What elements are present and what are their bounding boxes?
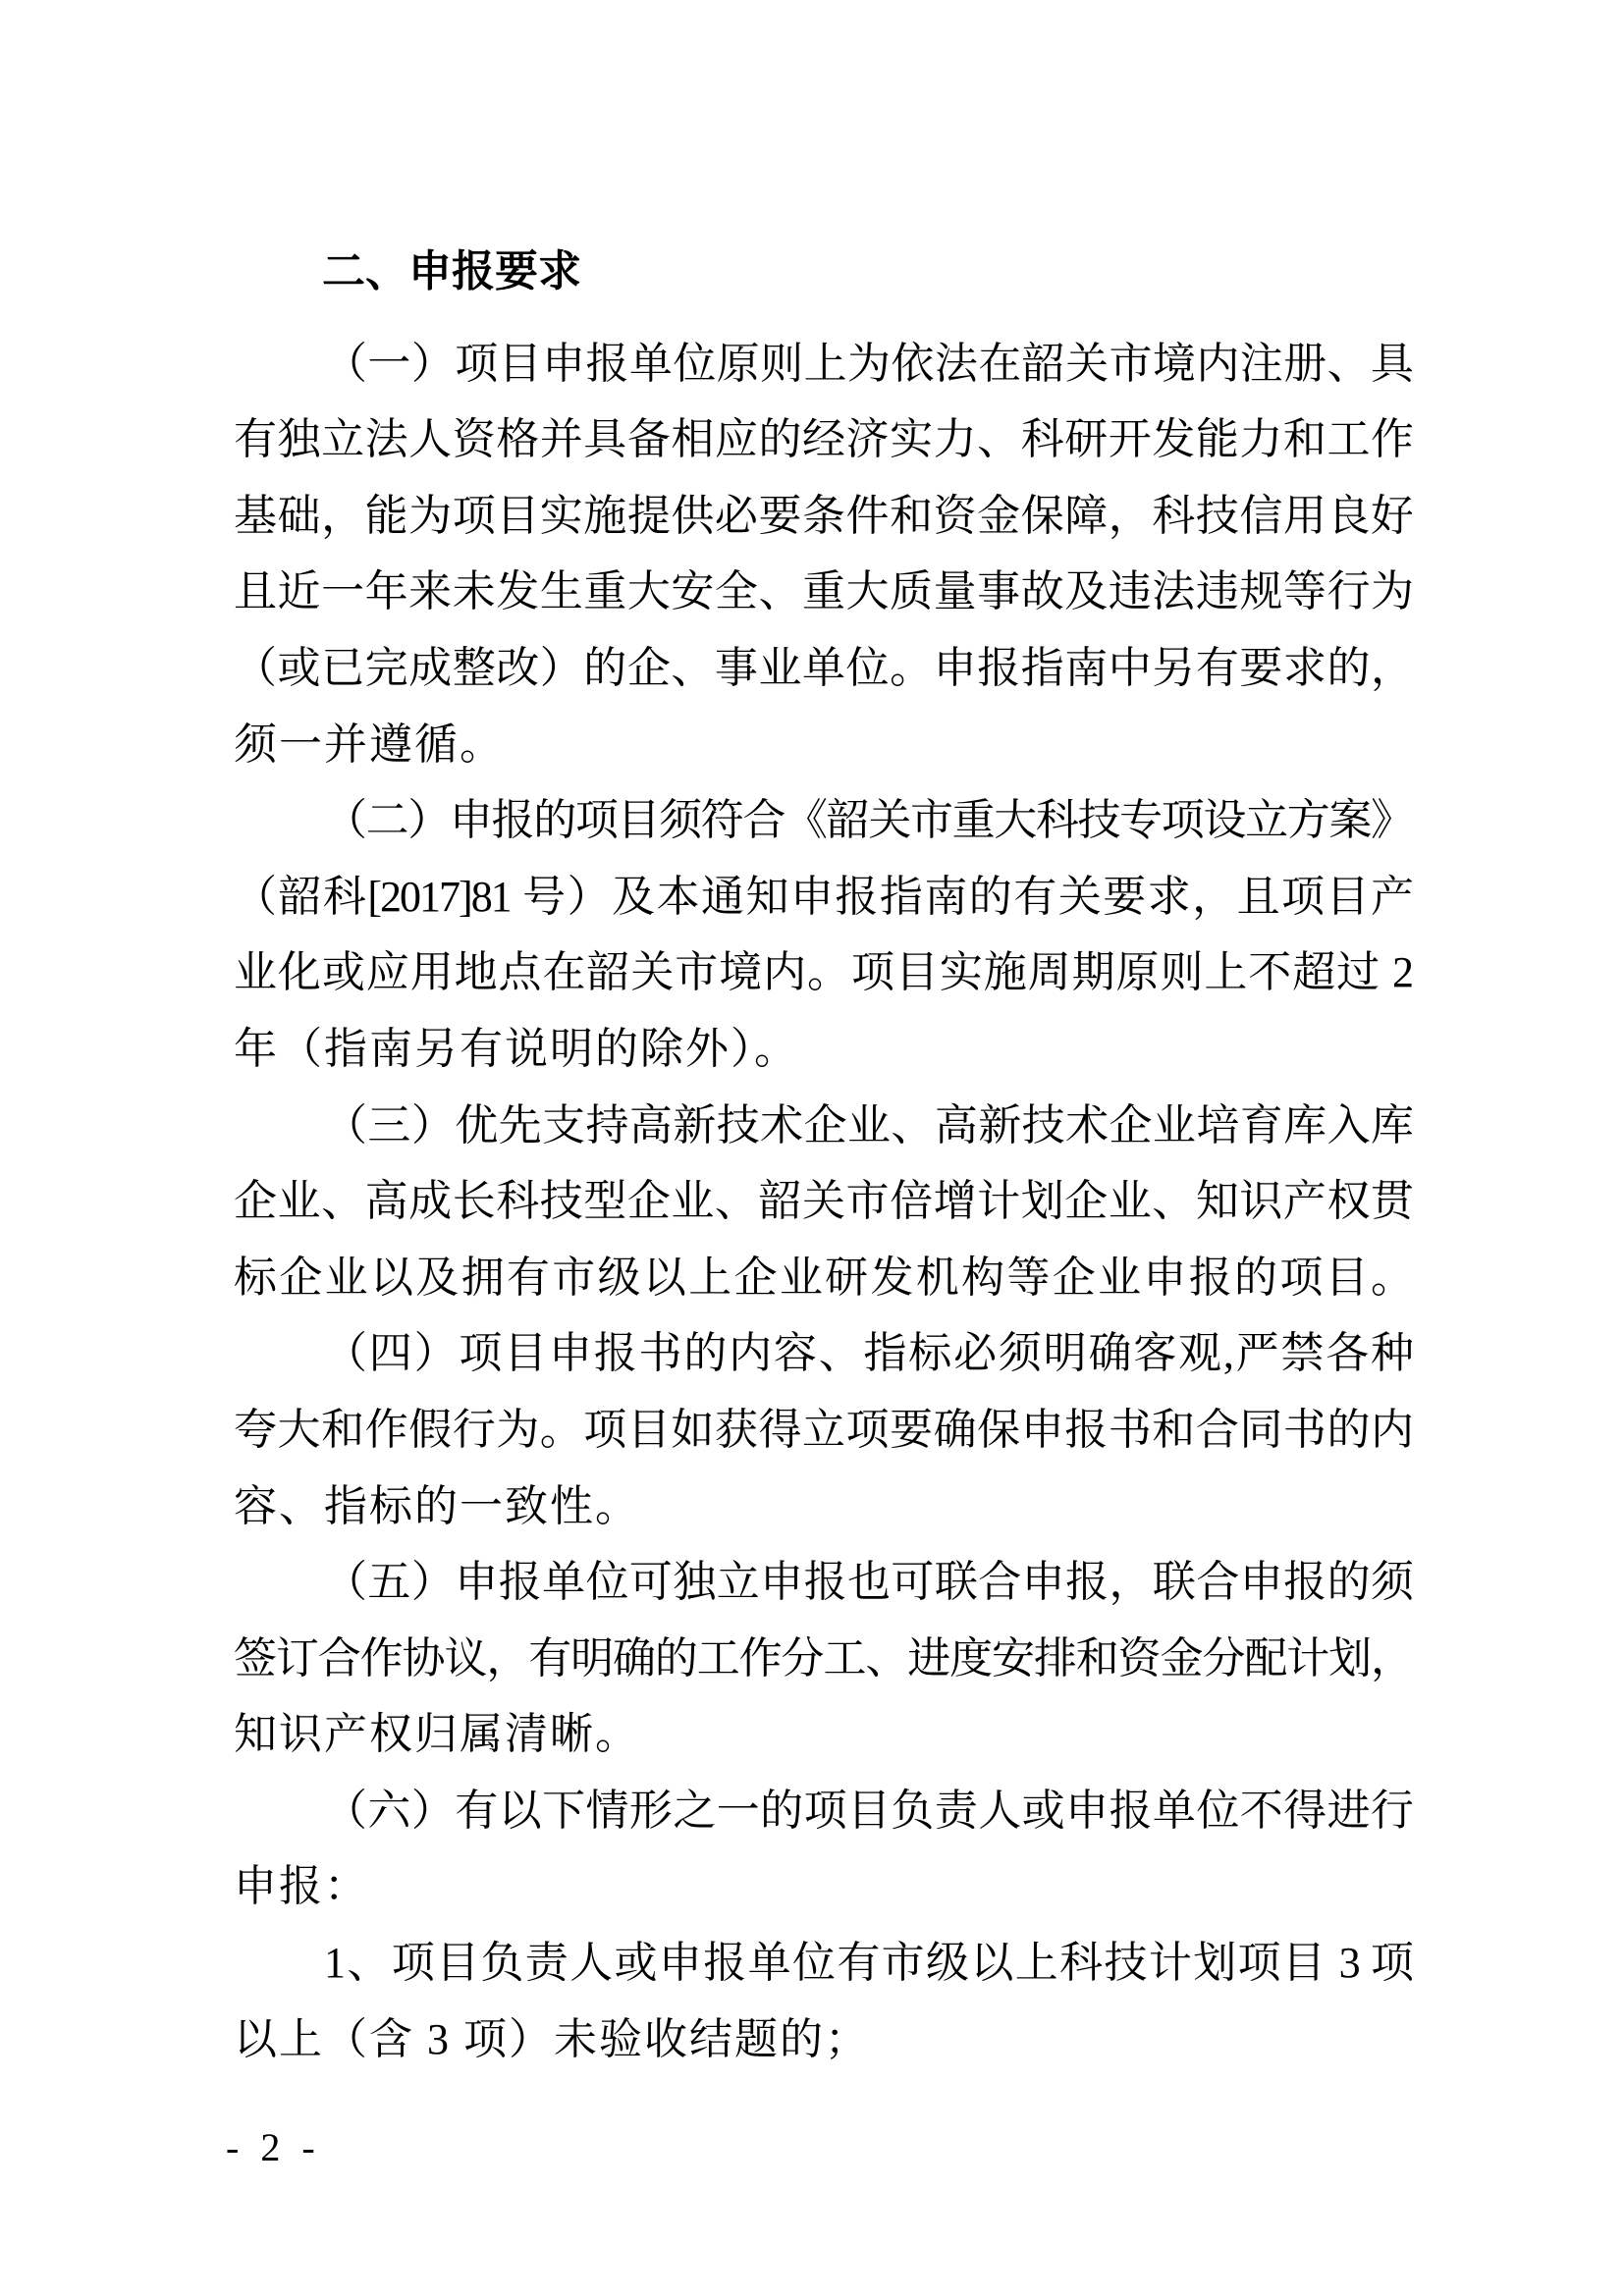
text-line: 年（指南另有说明的除外）。 bbox=[234, 1024, 799, 1073]
text-line: （韶科[2017]81 号）及本通知申报指南的有关要求，且项目产 bbox=[234, 872, 1412, 921]
text-line: 1、项目负责人或申报单位有市级以上科技计划项目 3 项 bbox=[324, 1939, 1412, 1988]
text-line: 容、指标的一致性。 bbox=[234, 1481, 640, 1530]
page-number: - 2 - bbox=[226, 2125, 321, 2169]
text-line: 签订合作协议，有明确的工作分工、进度安排和资金分配计划， bbox=[234, 1633, 1412, 1682]
text-line: （四）项目申报书的内容、指标必须明确客观,严禁各种 bbox=[324, 1329, 1412, 1378]
text-line: （六）有以下情形之一的项目负责人或申报单位不得进行 bbox=[324, 1786, 1412, 1835]
text-line: 以上（含 3 项）未验收结题的； bbox=[234, 2014, 870, 2063]
text-line: （二）申报的项目须符合《韶关市重大科技专项设立方案》 bbox=[324, 796, 1412, 845]
text-line: （或已完成整改）的企、事业单位。申报指南中另有要求的， bbox=[234, 643, 1412, 692]
text-line: （五）申报单位可独立申报也可联合申报，联合申报的须 bbox=[324, 1558, 1412, 1607]
text-line: 基础，能为项目实施提供必要条件和资金保障，科技信用良好 bbox=[234, 491, 1412, 540]
text-line: 须一并遵循。 bbox=[234, 720, 505, 769]
document-text bbox=[234, 234, 1412, 2077]
section-heading: 二、申报要求 bbox=[322, 247, 581, 295]
text-line: 企业、高成长科技型企业、韶关市倍增计划企业、知识产权贯 bbox=[234, 1177, 1412, 1226]
text-line: （一）项目申报单位原则上为依法在韶关市境内注册、具 bbox=[324, 339, 1412, 388]
text-line: 且近一年来未发生重大安全、重大质量事故及违法违规等行为 bbox=[234, 567, 1412, 616]
text-line: （三）优先支持高新技术企业、高新技术企业培育库入库 bbox=[324, 1100, 1412, 1149]
text-line: 标企业以及拥有市级以上企业研发机构等企业申报的项目。 bbox=[234, 1253, 1412, 1302]
text-line: 申报： bbox=[234, 1862, 369, 1911]
text-line: 业化或应用地点在韶关市境内。项目实施周期原则上不超过 2 bbox=[234, 948, 1412, 997]
text-line: 夸大和作假行为。项目如获得立项要确保申报书和合同书的内 bbox=[234, 1405, 1412, 1454]
text-line: 知识产权归属清晰。 bbox=[234, 1710, 640, 1759]
text-line: 有独立法人资格并具备相应的经济实力、科研开发能力和工作 bbox=[234, 415, 1412, 464]
